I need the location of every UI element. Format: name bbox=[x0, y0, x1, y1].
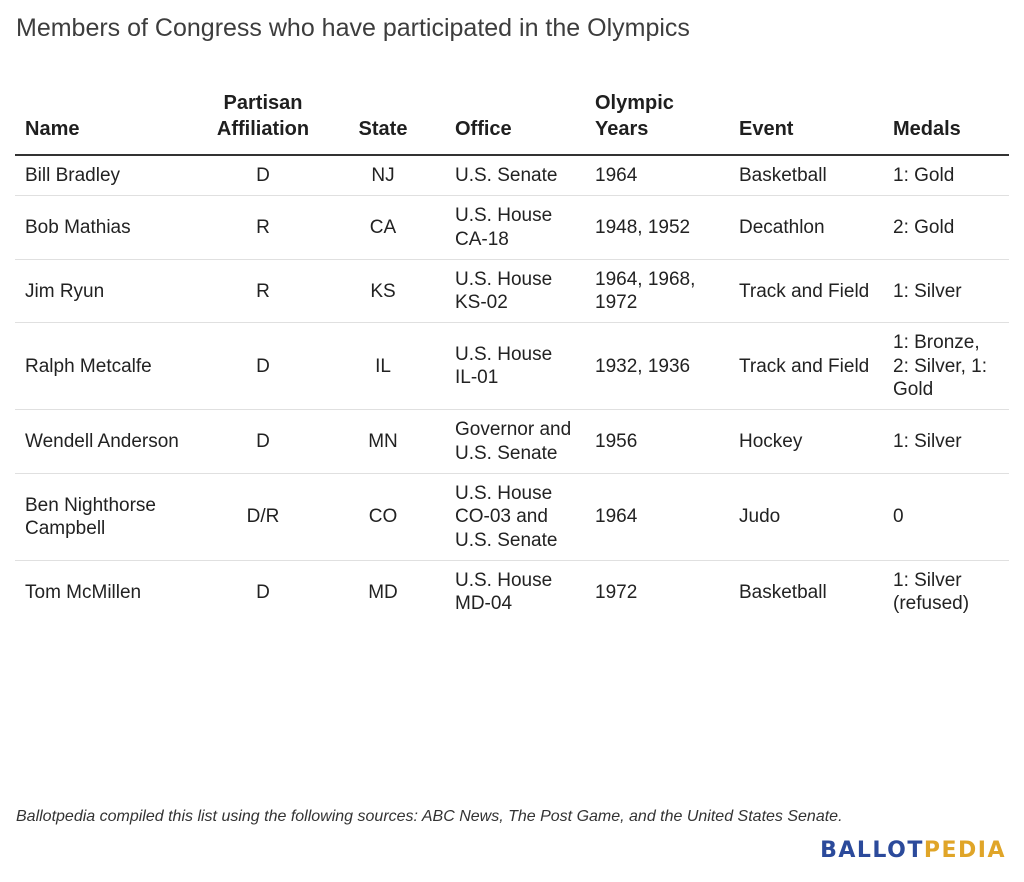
header-row bbox=[15, 82, 1009, 155]
cell-state: CA bbox=[321, 196, 445, 260]
column-header-olympic-years: Olympic Years bbox=[585, 82, 729, 155]
logo-text-pedia: PEDIA bbox=[923, 838, 1006, 863]
cell-office: U.S. Senate bbox=[445, 155, 585, 196]
cell-office: Governor and U.S. Senate bbox=[445, 410, 585, 474]
table-row bbox=[15, 323, 1009, 410]
cell-party: R bbox=[205, 259, 321, 323]
ballotpedia-logo bbox=[820, 838, 1006, 863]
cell-medals: 1: Bronze, 2: Silver, 1: Gold bbox=[883, 323, 1009, 410]
cell-medals: 1: Silver bbox=[883, 259, 1009, 323]
table-row bbox=[15, 410, 1009, 474]
cell-state: MN bbox=[321, 410, 445, 474]
cell-state: NJ bbox=[321, 155, 445, 196]
column-header-office: Office bbox=[445, 82, 585, 155]
cell-event: Decathlon bbox=[729, 196, 883, 260]
column-header-event: Event bbox=[729, 82, 883, 155]
cell-years: 1972 bbox=[595, 581, 638, 603]
cell-party: D/R bbox=[205, 473, 321, 560]
cell-medals: 1: Silver bbox=[883, 410, 1009, 474]
cell-event: Hockey bbox=[729, 410, 883, 474]
cell-medals: 2: Gold bbox=[883, 196, 1009, 260]
table-row bbox=[15, 155, 1009, 196]
cell-state: MD bbox=[368, 581, 398, 603]
source-footnote: Ballotpedia compiled this list using the following sources: ABC News, The Post Game, and the United States Senate. bbox=[16, 808, 843, 825]
cell-party: D bbox=[205, 155, 321, 196]
cell-event: Judo bbox=[729, 473, 883, 560]
table-row bbox=[15, 560, 1009, 623]
cell-office: U.S. House IL-01 bbox=[445, 323, 585, 410]
logo-text-ballot: BALLOT bbox=[820, 838, 924, 863]
olympians-table bbox=[15, 82, 1009, 623]
cell-medals: 0 bbox=[883, 473, 1009, 560]
cell-office: U.S. House CA-18 bbox=[445, 196, 585, 260]
cell-party: R bbox=[205, 196, 321, 260]
cell-office: U.S. House KS-02 bbox=[445, 259, 585, 323]
cell-name: Wendell Anderson bbox=[15, 410, 205, 474]
cell-office: U.S. House MD-04 bbox=[455, 569, 553, 615]
cell-years: 1956 bbox=[585, 410, 729, 474]
cell-party: D bbox=[256, 581, 270, 603]
cell-medals: 1: Silver (refused) bbox=[893, 569, 970, 615]
column-header-state: State bbox=[321, 82, 445, 155]
table-row bbox=[15, 196, 1009, 260]
chart-title: Members of Congress who have participated in the Olympics bbox=[16, 14, 690, 42]
cell-years: 1932, 1936 bbox=[585, 323, 729, 410]
cell-name: Ralph Metcalfe bbox=[15, 323, 205, 410]
cell-state: CO bbox=[321, 473, 445, 560]
cell-name: Ben Nighthorse Campbell bbox=[15, 473, 205, 560]
cell-state: IL bbox=[321, 323, 445, 410]
table-row bbox=[15, 473, 1009, 560]
cell-name: Bill Bradley bbox=[15, 155, 205, 196]
cell-office: U.S. House CO-03 and U.S. Senate bbox=[445, 473, 585, 560]
cell-name: Tom McMillen bbox=[25, 581, 142, 603]
cell-name: Bob Mathias bbox=[15, 196, 205, 260]
cell-event: Track and Field bbox=[729, 323, 883, 410]
column-header-name: Name bbox=[15, 82, 205, 155]
cell-event: Basketball bbox=[729, 155, 883, 196]
cell-years: 1964 bbox=[585, 155, 729, 196]
table-row bbox=[15, 259, 1009, 323]
cell-years: 1964 bbox=[585, 473, 729, 560]
column-header-medals: Medals bbox=[883, 82, 1009, 155]
cell-party: D bbox=[205, 410, 321, 474]
cell-state: KS bbox=[321, 259, 445, 323]
cell-years: 1948, 1952 bbox=[585, 196, 729, 260]
cell-years: 1964, 1968, 1972 bbox=[585, 259, 729, 323]
cell-party: D bbox=[205, 323, 321, 410]
cell-name: Jim Ryun bbox=[15, 259, 205, 323]
cell-event: Track and Field bbox=[729, 259, 883, 323]
column-header-partisan-affiliation: Partisan Affiliation bbox=[205, 82, 321, 155]
cell-medals: 1: Gold bbox=[883, 155, 1009, 196]
cell-event: Basketball bbox=[739, 581, 827, 603]
